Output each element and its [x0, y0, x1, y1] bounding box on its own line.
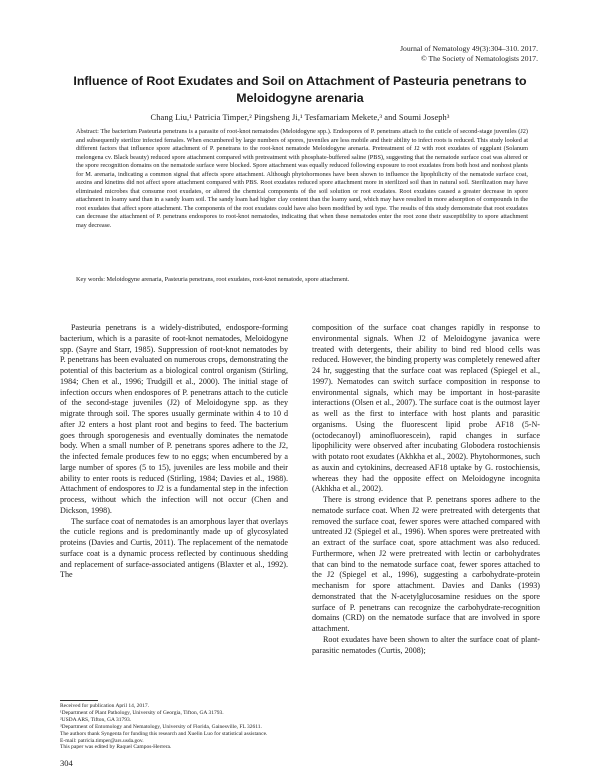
abstract: Abstract: The bacterium Pasteuria penetrans is a parasite of root-knot nematodes (Meloidogyne spp.). Endospores of P. penetrans attach to the cuticle of second-stage juveniles (J2) and subsequently sterilize infected females. When encumbered by large numbers of spores, juveniles are less mobile and their ability to infect roots is reduced. This study looked at different factors that influence spore attachment of P. penetrans to the root-knot nematode Meloidogyne arenaria. Pretreatment of J2 with root exudates of eggplant (Solanum melongena cv. Black beauty) reduced spore attachment compared with pretreatment with phosphate-buffered saline (PBS), suggesting that the nematode surface coat was altered or the spore recognition domains on the nematode surface were blocked. Spore attachment was equally reduced following exposure to root exudates from both host and nonhost plants for M. arenaria, indicating a common signal that affects spore attachment. Although phytohormones have been shown to influence the lipophilicity of the nematode surface coat, auxins and kinetins did not affect spore attachment compared with PBS. Root exudates reduced spore attachment more in sterilized soil than in natural soil. Sterilization may have eliminated microbes that consume root exudates, or altered the chemical components of the soil solution or root exudates. Root exudates caused a greater decrease in spore attachment in loamy sand than in a sandy loam soil. The sandy loam had higher clay content than the loamy sand, which may have resulted in more adsorption of compounds in the root exudates that affect spore attachment. The components of the root exudates could have also been modified by soil type. The results of this study demonstrate that root exudates can decrease the attachment of P. penetrans endospores to root-knot nematodes, indicating that when these nematodes enter the root zone their susceptibility to spore attachment may decrease. [76, 128, 528, 230]
article-title: Influence of Root Exudates and Soil on Attachment of Pasteuria penetrans to Meloidogyne arenaria [73, 74, 527, 105]
body-paragraph: There is strong evidence that P. penetrans spores adhere to the nematode surface coat. When J2 were pretreated with detergents that removed the surface coat, fewer spores were attached compared with untreated J2 (Spiegel et al., 1996). When spores were pretreated with an extract of the surface coat, spore attachment was also reduced. Furthermore, when J2 were pretreated with lectin or carbohydrates that can bind to the nematode surface coat, fewer spores attached to the J2 (Spiegel et al., 1996), suggesting a carbohydrate-protein mechanism for spore attachment. Davies and Danks (1993) demonstrated that the N-acetylglucosamine residues on the spore surface of P. penetrans can recognize the carbohydrate-recognition domains (CRD) on the nematode surface that are involved in spore attachment. [312, 495, 540, 633]
keywords: Key words: Meloidogyne arenaria, Pasteuria penetrans, root exudates, root-knot nematode, spore attachment. [76, 276, 350, 283]
body-paragraph: The surface coat of nematodes is an amorphous layer that overlays the cuticle regions and is predominantly made up of glycosylated proteins (Davies and Curtis, 2011). The replacement of the nematode surface coat is a dynamic process reflected by continuous shedding and replacement of surface-associated antigens (Blaxter et al., 1992). The [60, 516, 288, 580]
body-column-right [312, 323, 540, 656]
footnote-affiliation-2: ²USDA ARS, Tifton, GA 31793. [60, 716, 132, 723]
journal-citation: Journal of Nematology 49(3):304–310. 2017. [400, 44, 538, 53]
footnote-divider [60, 700, 98, 701]
journal-copyright: © The Society of Nematologists 2017. [421, 53, 538, 63]
footnotes [60, 703, 288, 751]
footnote-acknowledgment: The authors thank Syngenta for funding this research and Xuelin Luo for statistical assistance. [60, 730, 268, 737]
footnote-editor: This paper was edited by Raquel Campos-Herrera. [60, 744, 172, 751]
journal-header [278, 44, 538, 63]
page-number: 304 [60, 758, 73, 768]
footnote-affiliation-1: ¹Department of Plant Pathology, University of Georgia, Tifton, GA 31793. [60, 709, 224, 716]
footnote-affiliation-3: ³Department of Entomology and Nematology, University of Florida, Gainesville, FL 32611. [60, 723, 262, 730]
footnote-received: Received for publication April 14, 2017. [60, 703, 150, 709]
body-paragraph: composition of the surface coat changes rapidly in response to environmental signals. When J2 of Meloidogyne javanica were treated with detergents, their ability to bind red blood cells was reduced. However, the binding property was completely renewed after 24 hr, suggesting that the surface coat was replaced (Spiegel et al., 1997). Nematodes can switch surface composition in response to environmental signals, which may be important in host-parasite interactions (Olsen et al., 2007). The surface coat is the outmost layer as well as the first to interface with host plants and parasitic organisms. Using the fluorescent lipid probe AF18 (5-N-(octodecanoyl) aminofluorescein), rapid changes in surface lipophilicity were observed after incubating Globodera rostochiensis with potato root exudates (Akhkha et al., 2002). Phytohormones, such as auxin and cytokinins, decreased AF18 uptake by G. rostochiensis, whereas they had the opposite effect on Meloidogyne incognita (Akhkha et al., 2002). [312, 323, 541, 494]
author-list: Chang Liu,¹ Patricia Timper,² Pingsheng Ji,¹ Tesfamariam Mekete,³ and Soumi Joseph³ [150, 113, 450, 122]
body-paragraph: Pasteuria penetrans is a widely-distributed, endospore-forming bacterium, which is a parasite of root-knot nematodes, Meloidogyne spp. (Sayre and Starr, 1985). Suppression of root-knot nematodes by P. penetrans has been evaluated on numerous crops, demonstrating the potential of this bacterium as a biological control organism (Stirling, 1984; Chen et al., 1996; Trudgill et al., 2000). The initial stage of infection occurs when endospores of P. penetrans attach to the cuticle of the second-stage juveniles (J2) of Meloidogyne spp. as they migrate through soil. The spores usually germinate within 4 to 10 d after J2 enters a host plant root and begins to feed. The bacterium goes through sporogenesis and eventually dominates the nematode body. When a small number of P. penetrans spores adhere to the J2, the infected female produces few to no eggs; when encumbered by a large number of spores (5 to 15), juveniles are less mobile and their ability to enter roots is reduced (Stirling, 1984; Davies et al., 1988). Attachment of endospores to J2 is a fundamental step in the infection process, without which the infection will not occur (Chen and Dickson, 1998). [60, 323, 288, 515]
body-paragraph: Root exudates have been shown to alter the surface coat of plant-parasitic nematodes (Curtis, 2008); [312, 634, 540, 655]
body-column-left [60, 323, 288, 581]
footnote-email: E-mail: patricia.timper@ars.usda.gov. [60, 737, 144, 744]
